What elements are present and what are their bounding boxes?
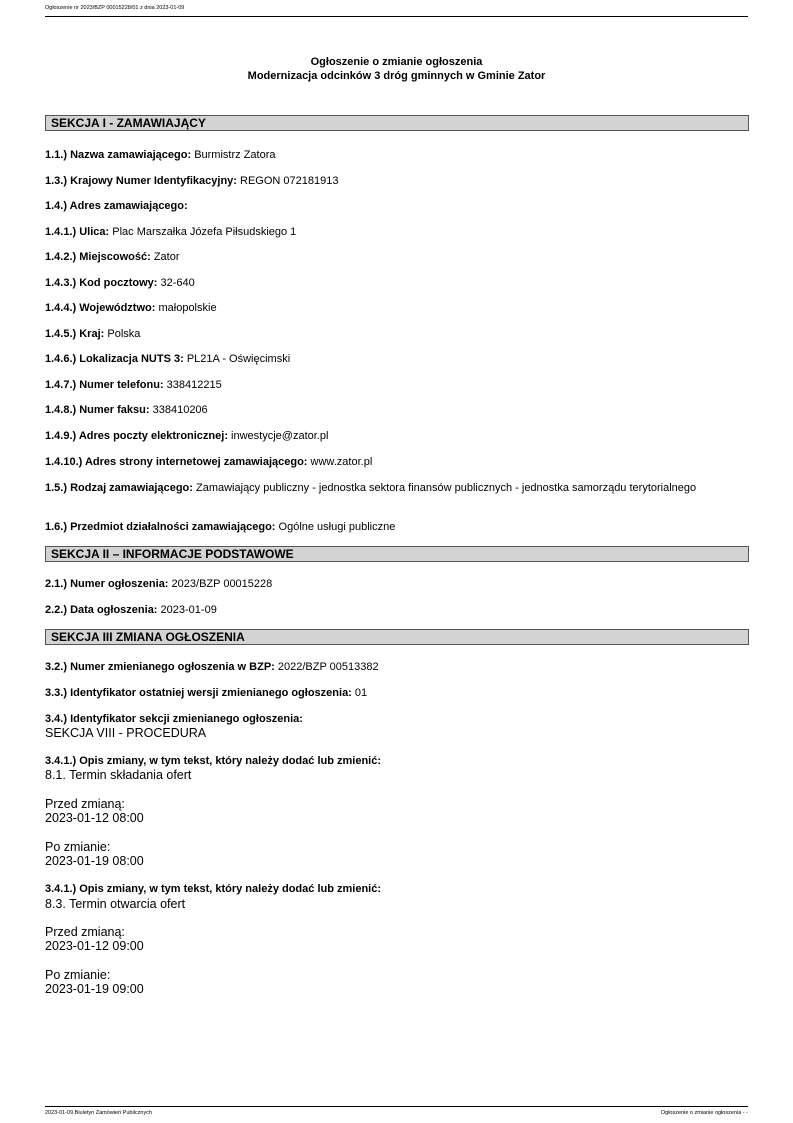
field-value: 01 [354,687,368,699]
field-identyfikator-sekcji-value: SEKCJA VIII - PROCEDURA [45,726,207,740]
field-ulica [45,226,749,239]
field-value: www.zator.pl [310,456,373,468]
field-label: 2.1.) Numer ogłoszenia: [45,578,169,590]
change-2-item: 8.3. Termin otwarcia ofert [45,897,186,911]
field-adres [45,200,749,213]
field-wojewodztwo [45,302,749,315]
change-2-label: 3.4.1.) Opis zmiany, w tym tekst, który należy dodać lub zmienić: [45,883,382,895]
field-miejscowosc [45,251,749,264]
field-telefon [45,379,749,392]
field-faks [45,404,749,417]
change-1-after-label: Po zmianie: [45,840,111,854]
footer-left-text: 2023-01-09 Biuletyn Zamówień Publicznych [45,1110,153,1116]
field-label: 1.4.5.) Kraj: [45,328,105,340]
field-label: 1.5.) Rodzaj zamawiającego: [45,482,193,494]
field-value: 2022/BZP 00513382 [277,661,379,673]
field-value: Burmistrz Zatora [194,149,276,161]
field-value: 338410206 [152,404,208,416]
field-data-ogloszenia [45,604,749,617]
header-divider [45,16,748,17]
field-value: PL21A - Oświęcimski [186,353,291,365]
field-email [45,430,749,443]
field-value: małopolskie [158,302,217,314]
field-label: 3.3.) Identyfikator ostatniej wersji zmienianego ogłoszenia: [45,687,352,699]
field-numer-ogloszenia [45,578,749,591]
footer-divider [45,1106,748,1107]
field-regon [45,175,749,188]
field-value: Polska [107,328,141,340]
field-identyfikator-wersji [45,687,749,700]
field-value: Ogólne usługi publiczne [278,521,396,533]
section-1-heading: SEKCJA I - ZAMAWIAJĄCY [45,115,749,131]
change-1-item: 8.1. Termin składania ofert [45,768,192,782]
footer-right-text: Ogłoszenie o zmianie ogłoszenia - - [660,1110,748,1116]
field-value: 338412215 [166,379,222,391]
section-2-heading: SEKCJA II – INFORMACJE PODSTAWOWE [45,546,749,562]
change-1-label: 3.4.1.) Opis zmiany, w tym tekst, który należy dodać lub zmienić: [45,755,382,767]
page-header-text: Ogłoszenie nr 2023/BZP 00015228/01 z dnia 2023-01-09 [45,5,185,11]
field-label: 1.4.1.) Ulica: [45,226,110,238]
field-label: 1.1.) Nazwa zamawiającego: [45,149,192,161]
field-label: 1.4.10.) Adres strony internetowej zamawiającego: [45,456,308,468]
field-nazwa [45,149,749,162]
change-1-after-value: 2023-01-19 08:00 [45,854,144,868]
document-title [45,55,748,83]
change-1-before-label: Przed zmianą: [45,797,125,811]
field-label: 1.4.4.) Województwo: [45,302,156,314]
field-value: inwestycje@zator.pl [231,430,329,442]
field-label: 1.3.) Krajowy Numer Identyfikacyjny: [45,175,237,187]
change-2-before-label: Przed zmianą: [45,925,125,939]
field-kod-pocztowy [45,277,749,290]
field-numer-zmienianego [45,661,749,674]
field-label: 1.4.8.) Numer faksu: [45,404,150,416]
field-label: 1.4.9.) Adres poczty elektronicznej: [45,430,228,442]
field-label: 1.4.3.) Kod pocztowy: [45,277,158,289]
field-rodzaj [45,482,749,495]
field-label: 1.4.2.) Miejscowość: [45,251,151,263]
field-value: Zamawiający publiczny - jednostka sektora finansów publicznych - jednostka samorządu terytorialnego [196,482,697,494]
field-label: 1.4.7.) Numer telefonu: [45,379,164,391]
field-kraj [45,328,749,341]
field-label: 2.2.) Data ogłoszenia: [45,604,158,616]
field-label: 1.4.6.) Lokalizacja NUTS 3: [45,353,184,365]
field-nuts [45,353,749,366]
field-identyfikator-sekcji-label: 3.4.) Identyfikator sekcji zmienianego ogłoszenia: [45,713,303,725]
change-2-after-value: 2023-01-19 09:00 [45,982,144,996]
field-label: 1.4.) Adres zamawiającego: [45,200,188,212]
change-1-before-value: 2023-01-12 08:00 [45,811,144,825]
field-przedmiot [45,521,749,534]
change-2-after-label: Po zmianie: [45,968,111,982]
field-label: 3.2.) Numer zmienianego ogłoszenia w BZP: [45,661,275,673]
change-2-before-value: 2023-01-12 09:00 [45,939,144,953]
field-value: REGON 072181913 [240,175,339,187]
title-line-1: Ogłoszenie o zmianie ogłoszenia [310,56,483,68]
field-value: 32-640 [160,277,195,289]
field-value: 2023-01-09 [160,604,217,616]
field-value: 2023/BZP 00015228 [171,578,273,590]
section-3-heading: SEKCJA III ZMIANA OGŁOSZENIA [45,629,749,645]
field-value: Plac Marszałka Józefa Piłsudskiego 1 [112,226,297,238]
field-www [45,456,749,469]
field-label: 1.6.) Przedmiot działalności zamawiającego: [45,521,276,533]
field-value: Zator [153,251,180,263]
title-line-2: Modernizacja odcinków 3 dróg gminnych w Gminie Zator [247,70,546,82]
